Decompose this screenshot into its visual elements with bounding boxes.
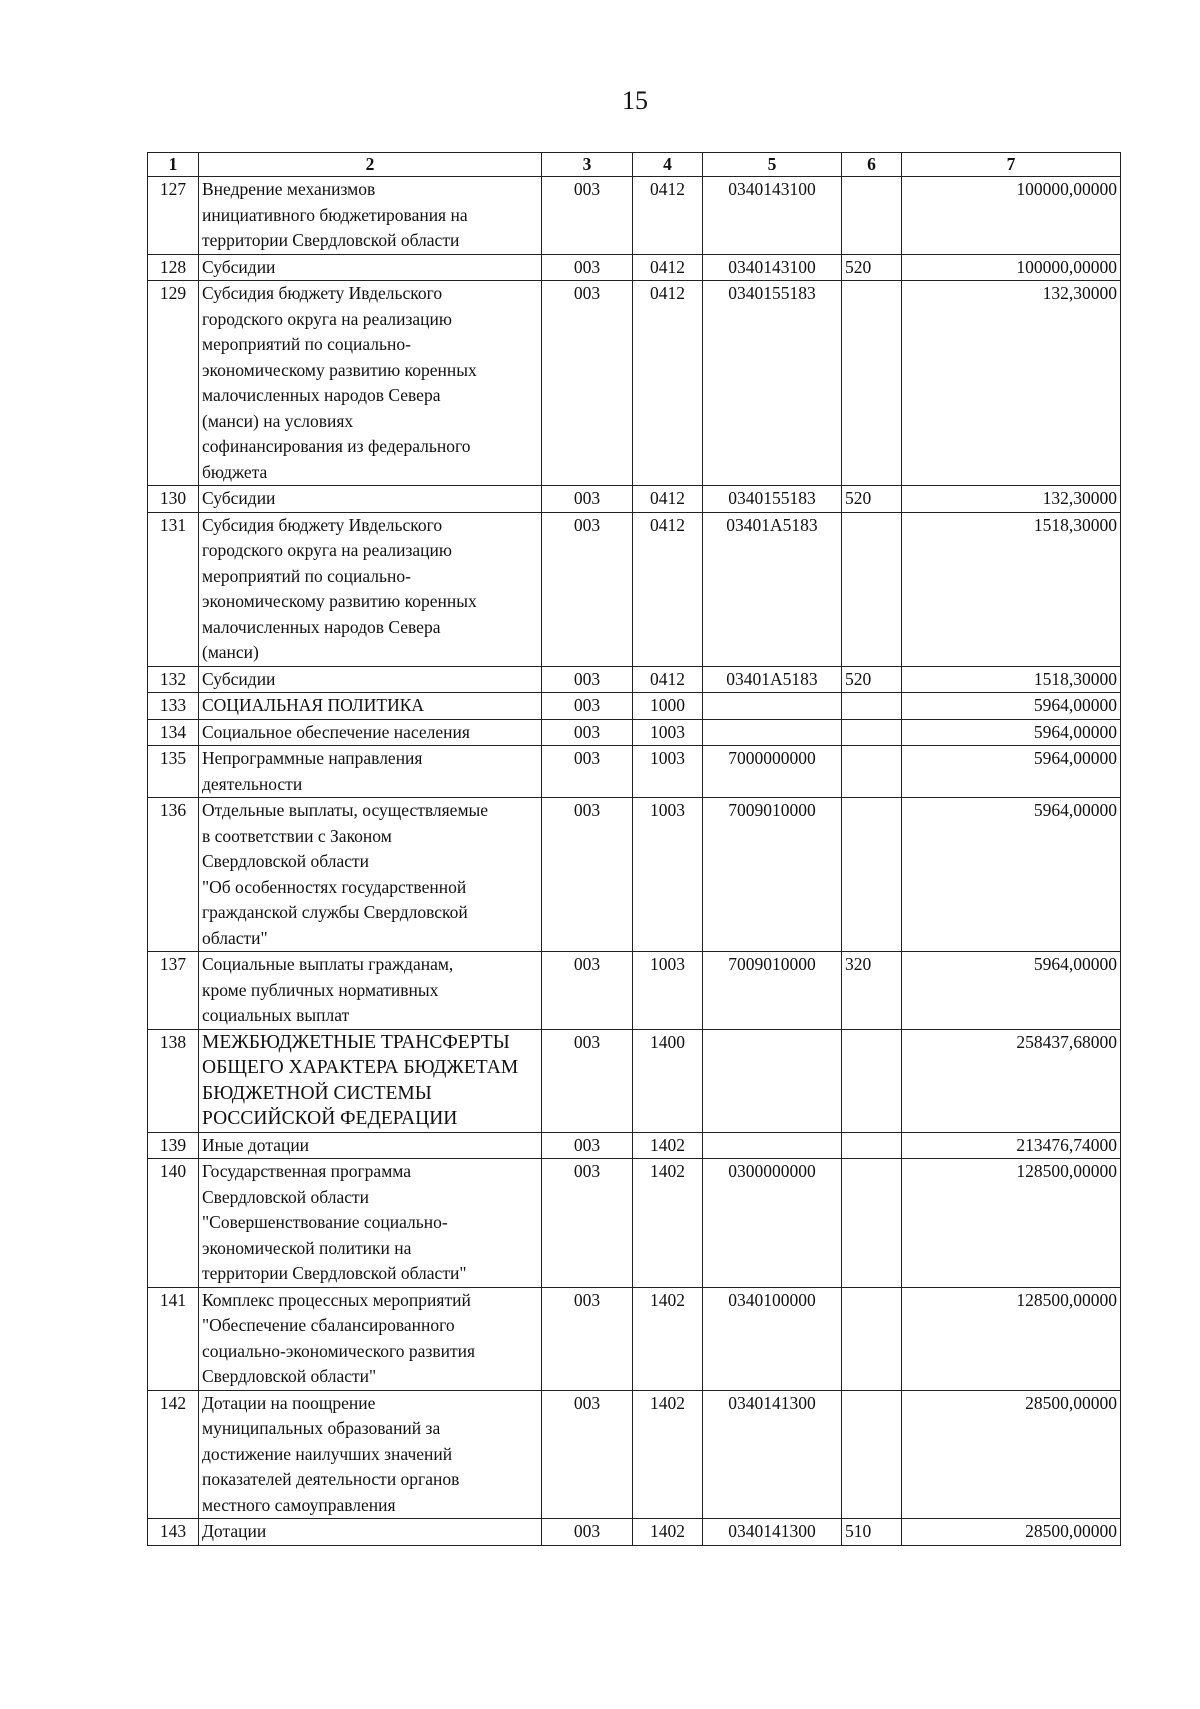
row-section-code: 0412 [633, 254, 703, 281]
table-row [148, 281, 1121, 486]
row-admin-code: 003 [542, 177, 633, 255]
row-target-code [703, 693, 842, 720]
row-type-code [842, 1287, 902, 1390]
header-col-1: 1 [148, 153, 199, 177]
row-admin-code: 003 [542, 798, 633, 952]
table-row [148, 798, 1121, 952]
header-col-3: 3 [542, 153, 633, 177]
table-row [148, 512, 1121, 666]
row-number: 139 [148, 1132, 199, 1159]
row-target-code: 0300000000 [703, 1159, 842, 1288]
row-target-code: 7009010000 [703, 798, 842, 952]
row-section-code: 1402 [633, 1132, 703, 1159]
row-target-code: 7009010000 [703, 952, 842, 1030]
row-sum: 128500,00000 [902, 1287, 1121, 1390]
row-sum: 5964,00000 [902, 693, 1121, 720]
row-sum: 132,30000 [902, 486, 1121, 513]
row-type-code [842, 281, 902, 486]
header-col-7: 7 [902, 153, 1121, 177]
row-sum: 1518,30000 [902, 666, 1121, 693]
page-number: 15 [622, 86, 648, 115]
row-name: Субсидии [199, 254, 542, 281]
table-row [148, 1132, 1121, 1159]
row-target-code [703, 1029, 842, 1132]
table-row [148, 719, 1121, 746]
row-target-code: 0340155183 [703, 486, 842, 513]
row-admin-code: 003 [542, 512, 633, 666]
row-admin-code: 003 [542, 666, 633, 693]
row-sum: 132,30000 [902, 281, 1121, 486]
row-number: 137 [148, 952, 199, 1030]
row-type-code [842, 719, 902, 746]
table-row [148, 693, 1121, 720]
row-target-code: 0340141300 [703, 1390, 842, 1519]
row-section-code: 1400 [633, 1029, 703, 1132]
row-name: Социальное обеспечение населения [199, 719, 542, 746]
table-row [148, 486, 1121, 513]
row-section-code: 0412 [633, 486, 703, 513]
row-number: 132 [148, 666, 199, 693]
row-name: Социальные выплаты гражданам, кроме публичных нормативных социальных выплат [199, 952, 542, 1030]
row-type-code: 320 [842, 952, 902, 1030]
row-name: Субсидии [199, 486, 542, 513]
table-row [148, 1029, 1121, 1132]
row-name: Отдельные выплаты, осуществляемые в соответствии с Законом Свердловской области "Об особенностях государственной гражданской службы Свердловской области" [199, 798, 542, 952]
row-admin-code: 003 [542, 281, 633, 486]
row-section-code: 1003 [633, 952, 703, 1030]
row-name: Иные дотации [199, 1132, 542, 1159]
row-section-code: 0412 [633, 666, 703, 693]
row-number: 140 [148, 1159, 199, 1288]
row-name: Дотации на поощрение муниципальных образований за достижение наилучших значений показателей деятельности органов местного самоуправления [199, 1390, 542, 1519]
row-number: 130 [148, 486, 199, 513]
row-section-code: 1402 [633, 1519, 703, 1546]
row-sum: 5964,00000 [902, 719, 1121, 746]
row-number: 127 [148, 177, 199, 255]
row-section-code: 1402 [633, 1390, 703, 1519]
row-type-code [842, 1132, 902, 1159]
table-row [148, 1519, 1121, 1546]
row-admin-code: 003 [542, 1132, 633, 1159]
row-name: Внедрение механизмов инициативного бюджетирования на территории Свердловской области [199, 177, 542, 255]
row-number: 143 [148, 1519, 199, 1546]
table-row [148, 1390, 1121, 1519]
row-sum: 100000,00000 [902, 254, 1121, 281]
row-admin-code: 003 [542, 1519, 633, 1546]
row-name: Субсидия бюджету Ивдельского городского округа на реализацию мероприятий по социально- экономическому развитию коренных малочисленных народов Севера (манси) на условиях софинансирования из федерального бюджета [199, 281, 542, 486]
row-sum: 5964,00000 [902, 952, 1121, 1030]
row-type-code: 510 [842, 1519, 902, 1546]
row-section-code: 0412 [633, 177, 703, 255]
row-sum: 1518,30000 [902, 512, 1121, 666]
row-name: Субсидии [199, 666, 542, 693]
row-name: СОЦИАЛЬНАЯ ПОЛИТИКА [199, 693, 542, 720]
row-sum: 28500,00000 [902, 1390, 1121, 1519]
row-type-code: 520 [842, 666, 902, 693]
row-sum: 128500,00000 [902, 1159, 1121, 1288]
row-number: 134 [148, 719, 199, 746]
row-target-code: 0340143100 [703, 254, 842, 281]
header-col-4: 4 [633, 153, 703, 177]
header-col-2: 2 [199, 153, 542, 177]
row-target-code [703, 719, 842, 746]
row-admin-code: 003 [542, 1159, 633, 1288]
row-number: 129 [148, 281, 199, 486]
row-target-code: 0340155183 [703, 281, 842, 486]
table-row [148, 1287, 1121, 1390]
table-row [148, 746, 1121, 798]
row-target-code [703, 1132, 842, 1159]
table-row [148, 666, 1121, 693]
row-type-code [842, 693, 902, 720]
header-col-6: 6 [842, 153, 902, 177]
row-number: 135 [148, 746, 199, 798]
row-name: Государственная программа Свердловской области "Совершенствование социально- экономической политики на территории Свердловской области" [199, 1159, 542, 1288]
row-name: Комплекс процессных мероприятий "Обеспечение сбалансированного социально-экономического развития Свердловской области" [199, 1287, 542, 1390]
row-number: 138 [148, 1029, 199, 1132]
row-type-code [842, 177, 902, 255]
row-section-code: 1003 [633, 798, 703, 952]
row-type-code [842, 746, 902, 798]
row-target-code: 7000000000 [703, 746, 842, 798]
row-number: 128 [148, 254, 199, 281]
row-admin-code: 003 [542, 952, 633, 1030]
row-type-code [842, 1390, 902, 1519]
table-row [148, 177, 1121, 255]
row-sum: 28500,00000 [902, 1519, 1121, 1546]
row-type-code [842, 798, 902, 952]
row-target-code: 0340141300 [703, 1519, 842, 1546]
table-row [148, 254, 1121, 281]
row-section-code: 0412 [633, 281, 703, 486]
row-admin-code: 003 [542, 1287, 633, 1390]
row-type-code [842, 1029, 902, 1132]
budget-table [147, 152, 1121, 1546]
row-admin-code: 003 [542, 693, 633, 720]
row-admin-code: 003 [542, 1390, 633, 1519]
row-name: Непрограммные направления деятельности [199, 746, 542, 798]
row-name: МЕЖБЮДЖЕТНЫЕ ТРАНСФЕРТЫ ОБЩЕГО ХАРАКТЕРА БЮДЖЕТАМ БЮДЖЕТНОЙ СИСТЕМЫ РОССИЙСКОЙ ФЕДЕРАЦИИ [199, 1029, 542, 1132]
row-section-code: 1402 [633, 1159, 703, 1288]
row-admin-code: 003 [542, 746, 633, 798]
row-section-code: 0412 [633, 512, 703, 666]
table-row [148, 1159, 1121, 1288]
row-section-code: 1000 [633, 693, 703, 720]
row-section-code: 1402 [633, 1287, 703, 1390]
row-admin-code: 003 [542, 254, 633, 281]
row-admin-code: 003 [542, 1029, 633, 1132]
row-target-code: 0340143100 [703, 177, 842, 255]
table-header-row [148, 153, 1121, 177]
row-number: 141 [148, 1287, 199, 1390]
row-number: 133 [148, 693, 199, 720]
row-admin-code: 003 [542, 486, 633, 513]
row-section-code: 1003 [633, 719, 703, 746]
row-target-code: 03401A5183 [703, 512, 842, 666]
row-number: 131 [148, 512, 199, 666]
row-type-code [842, 1159, 902, 1288]
row-name: Субсидия бюджету Ивдельского городского округа на реализацию мероприятий по социально- экономическому развитию коренных малочисленных народов Севера (манси) [199, 512, 542, 666]
table-row [148, 952, 1121, 1030]
header-col-5: 5 [703, 153, 842, 177]
row-admin-code: 003 [542, 719, 633, 746]
row-type-code: 520 [842, 254, 902, 281]
row-sum: 258437,68000 [902, 1029, 1121, 1132]
row-number: 142 [148, 1390, 199, 1519]
row-type-code [842, 512, 902, 666]
row-number: 136 [148, 798, 199, 952]
row-sum: 5964,00000 [902, 798, 1121, 952]
row-name: Дотации [199, 1519, 542, 1546]
row-type-code: 520 [842, 486, 902, 513]
row-sum: 213476,74000 [902, 1132, 1121, 1159]
row-section-code: 1003 [633, 746, 703, 798]
row-target-code: 0340100000 [703, 1287, 842, 1390]
row-sum: 100000,00000 [902, 177, 1121, 255]
row-target-code: 03401A5183 [703, 666, 842, 693]
row-sum: 5964,00000 [902, 746, 1121, 798]
